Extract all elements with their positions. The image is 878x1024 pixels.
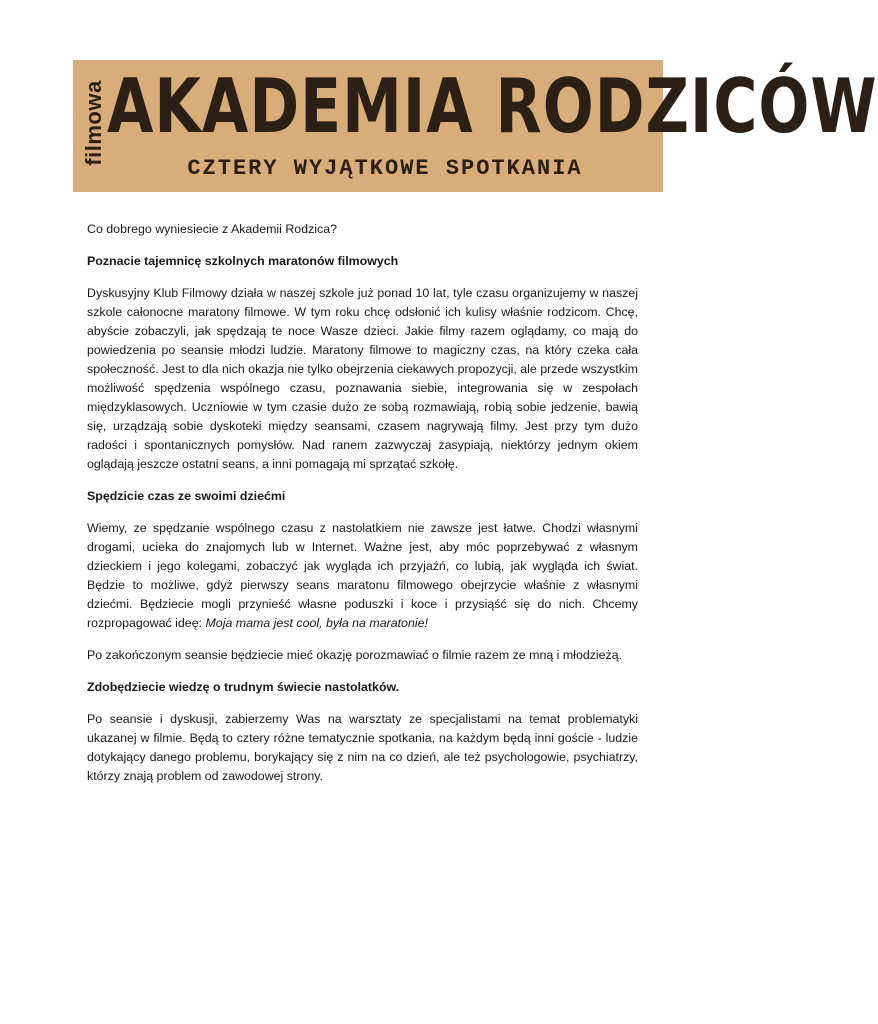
section-heading-czas: Spędzicie czas ze swoimi dziećmi bbox=[87, 489, 286, 503]
section-paragraph-czas-text: Wiemy, ze spędzanie wspólnego czasu z nastolatkiem nie zawsze jest łatwe. Chodzi własnymi drogami, ucieka do znajomych lub w Internet. Ważne jest, aby móc poprzebywać z własnym dzieckiem i jego kolegami, zobaczyć jak wygląda ich przyjaźń, co lubią, jak wygląda ich świat. Będzie to możliwe, gdyż pierwszy seans maratonu filmowego obejrzycie właśnie z własnymi dziećmi. Będziecie mogli przynieść własne poduszki i koce i przysiąść się do nich. Chcemy rozpropagować ideę: bbox=[87, 521, 638, 630]
section-heading-wiedza: Zdobędziecie wiedzę o trudnym świecie nastolatków. bbox=[87, 680, 400, 694]
section-paragraph-czas bbox=[87, 519, 638, 633]
banner-vertical-text: filmowa bbox=[81, 80, 106, 166]
document-body bbox=[87, 220, 638, 799]
section-paragraph-maratony: Dyskusyjny Klub Filmowy działa w naszej szkole już ponad 10 lat, tyle czasu organizujemy w naszej szkole całonocne maratony filmowe. W tym roku chcę odsłonić ich kulisy właśnie rodzicom. Chcę, abyście zobaczyli, jak spędzają te noce Wasze dzieci. Jakie filmy razem oglądamy, co mają do powiedzenia po seansie młodzi ludzie. Maratony filmowe to magiczny czas, na który czeka cała społeczność. Jest to dla nich okazja nie tylko obejrzenia ciekawych propozycji, ale przede wszystkim możliwość spędzenia wspólnego czasu, poznawania siebie, integrowania się w zespołach międzyklasowych. Uczniowie w tym czasie dużo ze sobą rozmawiają, robią sobie jedzenie, bawią się, urządzają sobie dyskoteki między seansami, czasem nagrywają filmy. Jest przy tym dużo radości i spontanicznych pomysłów. Nad ranem zazwyczaj zasypiają, niektórzy jednym okiem oglądają jeszcze ostatni seans, a inni pomagają mi sprzątać szkołę. bbox=[87, 286, 638, 471]
banner-vertical-label bbox=[79, 68, 109, 178]
banner-subtitle: CZTERY WYJĄTKOWE SPOTKANIA bbox=[187, 156, 583, 181]
intro-question: Co dobrego wyniesiecie z Akademii Rodzica? bbox=[87, 222, 338, 236]
section-paragraph-wiedza: Po seansie i dyskusji, zabierzemy Was na warsztaty ze specjalistami na temat problematyki ukazanej w filmie. Będą to cztery różne tematycznie spotkania, na każdym będą inni goście - ludzie dotykający danego problemu, borykający się z nim na co dzień, ale też psychologowie, psychiatrzy, którzy znają problem od zawodowej strony. bbox=[87, 712, 638, 783]
section-followup-czas: Po zakończonym seansie będziecie mieć okazję porozmawiać o filmie razem ze mną i młodzieżą. bbox=[87, 648, 623, 662]
banner-title: AKADEMIA RODZICÓW bbox=[107, 63, 878, 151]
emphasis-slogan: Moja mama jest cool, była na maratonie! bbox=[205, 616, 428, 630]
section-heading-maratony: Poznacie tajemnicę szkolnych maratonów filmowych bbox=[87, 254, 399, 268]
header-banner bbox=[73, 60, 878, 192]
